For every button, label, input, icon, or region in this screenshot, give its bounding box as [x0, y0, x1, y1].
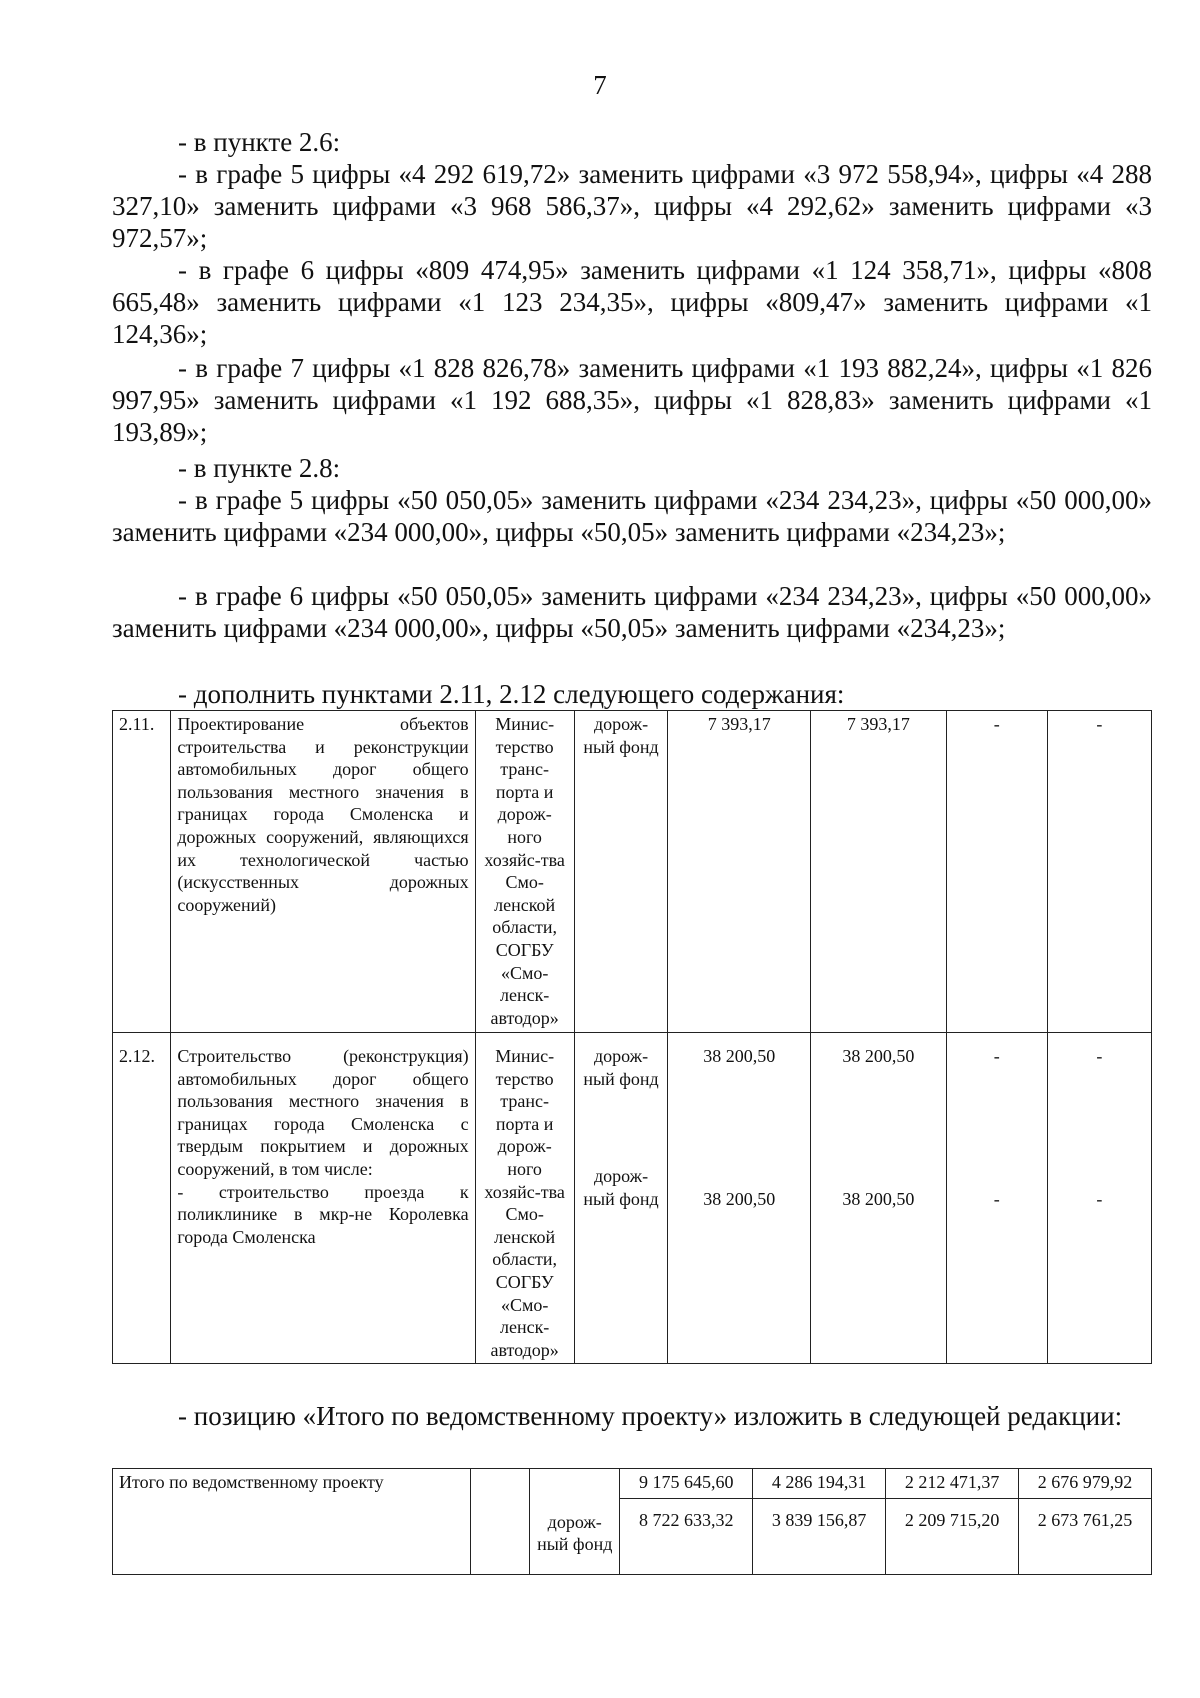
row-value-1-sub: 38 200,50 — [703, 1188, 776, 1209]
row-number: 2.11. — [113, 711, 171, 1033]
row-value-2: 7 393,17 — [811, 711, 946, 1033]
row-value-3-sub: - — [993, 1188, 1000, 1209]
fund-value-1: 8 722 633,32 — [620, 1499, 753, 1575]
row-value-2-cell — [811, 1033, 946, 1364]
row-value-4: - — [1096, 1046, 1103, 1066]
table-row — [113, 1469, 1152, 1499]
row-value-4: - — [1047, 711, 1151, 1033]
table-row — [113, 1033, 1152, 1364]
paragraph-item-2-6: - в пункте 2.6: — [178, 127, 341, 157]
fund-value-4: 2 673 761,25 — [1019, 1499, 1152, 1575]
total-value-2: 4 286 194,31 — [753, 1469, 886, 1499]
row-name-sub: - строительство проезда к поликлинике в мкр-не Королевка города Смоленска — [177, 1181, 469, 1247]
row-value-4-cell — [1047, 1033, 1151, 1364]
paragraph-add-items: - дополнить пунктами 2.11, 2.12 следующего содержания: — [178, 679, 845, 709]
paragraph-total-position: - позицию «Итого по ведомственному проекту» изложить в следующей редакции: — [178, 1401, 1123, 1431]
row-value-1: 38 200,50 — [703, 1046, 776, 1066]
total-value-3: 2 212 471,37 — [886, 1469, 1019, 1499]
row-name: Проектирование объектов строительства и реконструкции автомобильных дорог общего пользования местного значения в границах города Смоленска и дорожных сооружений, являющихся их технологической частью (искусственных дорожных сооружений) — [171, 711, 475, 1033]
row-value-2: 38 200,50 — [842, 1046, 915, 1066]
row-source-sub: дорож-ный фонд — [583, 1166, 659, 1209]
total-source-empty — [530, 1469, 620, 1499]
fund-source: дорож-ный фонд — [530, 1499, 620, 1575]
row-value-3: - — [993, 1046, 1000, 1066]
row-name: Строительство (реконструкция) автомобильных дорог общего пользования местного значения в границах города Смоленска с твердым покрытием и дорожных сооружений, в том числе: — [177, 1046, 469, 1179]
row-value-2-sub: 38 200,50 — [842, 1188, 915, 1209]
total-table — [112, 1468, 1152, 1575]
row-value-3-cell — [946, 1033, 1047, 1364]
row-value-3: - — [946, 711, 1047, 1033]
page-number: 7 — [593, 70, 607, 100]
fund-value-3: 2 209 715,20 — [886, 1499, 1019, 1575]
paragraph-column-7: - в графе 7 цифры «1 828 826,78» заменить цифрами «1 193 882,24», цифры «1 826 997,95» заменить цифрами «1 192 688,35», цифры «1 828,83» заменить цифрами «1 193,89»; — [112, 353, 1152, 447]
total-empty-cell — [470, 1469, 529, 1575]
table-row — [113, 711, 1152, 1033]
paragraph-item-2-8: - в пункте 2.8: — [178, 453, 341, 483]
row-number: 2.12. — [113, 1033, 171, 1364]
row-responsible: Минис-терство транс-порта и дорож-ного хозяйс-тва Смо-ленской области, СОГБУ «Смо-ленск-автодор» — [475, 1033, 574, 1364]
row-value-1-cell — [668, 1033, 811, 1364]
row-source: дорож-ный фонд — [583, 1046, 659, 1089]
row-value-1: 7 393,17 — [668, 711, 811, 1033]
paragraph-2-8-column-6: - в графе 6 цифры «50 050,05» заменить цифрами «234 234,23», цифры «50 000,00» заменить цифрами «234 000,00», цифры «50,05» заменить цифрами «234,23»; — [112, 581, 1152, 643]
total-value-4: 2 676 979,92 — [1019, 1469, 1152, 1499]
row-responsible: Минис-терство транс-порта и дорож-ного хозяйс-тва Смо-ленской области, СОГБУ «Смо-ленск-автодор» — [475, 711, 574, 1033]
fund-value-2: 3 839 156,87 — [753, 1499, 886, 1575]
row-name-cell — [171, 1033, 475, 1364]
row-value-4-sub: - — [1096, 1188, 1103, 1209]
paragraph-column-5: - в графе 5 цифры «4 292 619,72» заменить цифрами «3 972 558,94», цифры «4 288 327,10» заменить цифрами «3 968 586,37», цифры «4 292,62» заменить цифрами «3 972,57»; — [112, 159, 1152, 253]
total-label: Итого по ведомственному проекту — [113, 1469, 471, 1575]
row-source: дорож-ный фонд — [574, 711, 668, 1033]
total-value-1: 9 175 645,60 — [620, 1469, 753, 1499]
paragraph-column-6: - в графе 6 цифры «809 474,95» заменить цифрами «1 124 358,71», цифры «808 665,48» заменить цифрами «1 123 234,35», цифры «809,47» заменить цифрами «1 124,36»; — [112, 255, 1152, 349]
items-table — [112, 710, 1152, 1364]
row-source-cell — [574, 1033, 668, 1364]
paragraph-2-8-column-5: - в графе 5 цифры «50 050,05» заменить цифрами «234 234,23», цифры «50 000,00» заменить цифрами «234 000,00», цифры «50,05» заменить цифрами «234,23»; — [112, 485, 1152, 547]
